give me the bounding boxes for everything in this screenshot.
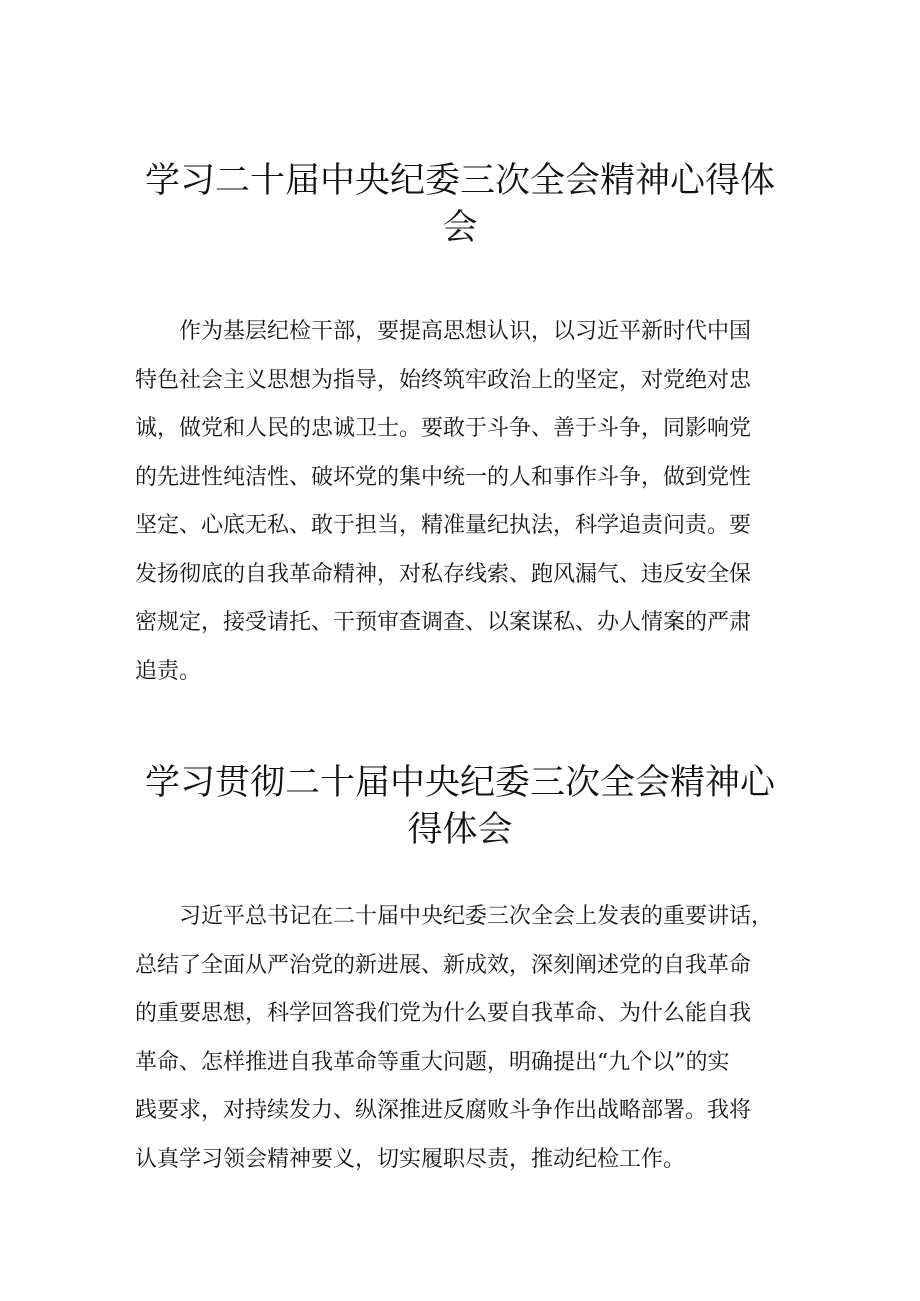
section-1-title-line: 会	[442, 208, 478, 248]
paragraph-line: 认真学习领会精神要义，切实履职尽责，推动纪检工作。	[135, 1146, 686, 1172]
paragraph-line: 革命、怎样推进自我革命等重大问题，明确提出“九个以”的实	[135, 1049, 730, 1075]
section-1-title-line: 学习二十届中央纪委三次全会精神心得体	[144, 161, 775, 201]
paragraph-line: 习近平总书记在二十届中央纪委三次全会上发表的重要讲话，	[179, 904, 774, 929]
paragraph-line: 的重要思想，科学回答我们党为什么要自我革命、为什么能自我	[135, 1001, 752, 1026]
section-1-paragraph	[135, 308, 800, 696]
section-2-title-line: 学习贯彻二十届中央纪委三次全会精神心	[144, 763, 775, 803]
section-2-title	[110, 760, 810, 854]
paragraph-line: 密规定，接受请托、干预审查调查、以案谋私、办人情案的严肃	[135, 610, 752, 635]
paragraph-line: 作为基层纪检干部，要提高思想认识，以习近平新时代中国	[179, 319, 752, 344]
paragraph-line: 追责。	[135, 658, 202, 684]
paragraph-line: 总结了全面从严治党的新进展、新成效，深刻阐述党的自我革命	[135, 952, 752, 978]
section-2-paragraph	[135, 893, 800, 1184]
paragraph-line: 践要求，对持续发力、纵深推进反腐败斗争作出战略部署。我将	[135, 1098, 752, 1123]
paragraph-line: 发扬彻底的自我革命精神，对私存线索、跑风漏气、违反安全保	[135, 561, 752, 587]
paragraph-line: 特色社会主义思想为指导，始终筑牢政治上的坚定，对党绝对忠	[135, 367, 752, 393]
section-1-title	[110, 158, 810, 252]
paragraph-line: 的先进性纯洁性、破坏党的集中统一的人和事作斗争，做到党性	[135, 464, 752, 490]
section-2-title-line: 得体会	[407, 810, 513, 850]
paragraph-line: 诚，做党和人民的忠诚卫士。要敢于斗争、善于斗争，同影响党	[135, 416, 752, 441]
paragraph-line: 坚定、心底无私、敢于担当，精准量纪执法，科学追责问责。要	[135, 513, 752, 538]
